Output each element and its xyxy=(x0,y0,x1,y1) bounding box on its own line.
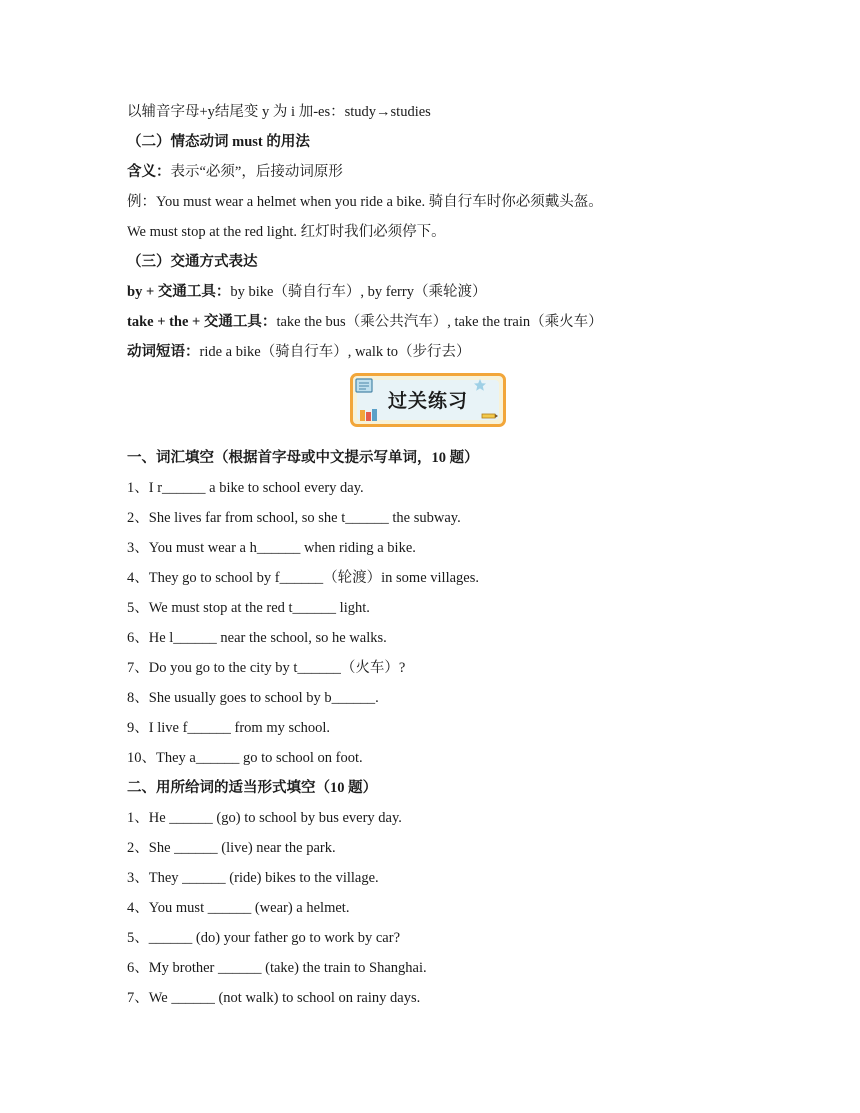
must-example-1: 例：You must wear a helmet when you ride a bike. 骑自行车时你必须戴头盔。 xyxy=(127,194,603,210)
must-heading: （二）情态动词 must 的用法 xyxy=(127,134,310,150)
section-two-heading: 二、用所给词的适当形式填空（10 题） xyxy=(127,780,378,796)
question-item: 1、He ______ (go) to school by bus every day. xyxy=(127,810,402,826)
practice-banner xyxy=(350,373,506,427)
must-example-2: We must stop at the red light. 红灯时我们必须停下。 xyxy=(127,224,446,240)
transport-heading: （三）交通方式表达 xyxy=(127,254,258,270)
question-item: 10、They a______ go to school on foot. xyxy=(127,750,363,766)
question-item: 5、______ (do) your father go to work by car? xyxy=(127,930,401,946)
transport-by xyxy=(127,280,747,310)
must-meaning-text: 表示“必须”，后接动词原形 xyxy=(170,164,343,180)
worksheet-content xyxy=(127,100,747,1016)
question-item: 5、We must stop at the red t______ light. xyxy=(127,600,370,616)
question-item: 4、You must ______ (wear) a helmet. xyxy=(127,900,350,916)
question-item: 6、My brother ______ (take) the train to Shanghai. xyxy=(127,960,427,976)
practice-banner-row xyxy=(127,370,747,446)
question-item: 2、She lives far from school, so she t______ the subway. xyxy=(127,510,461,526)
transport-verb-text: ride a bike（骑自行车）, walk to（步行去） xyxy=(199,344,471,360)
transport-by-text: by bike（骑自行车）, by ferry（乘轮渡） xyxy=(230,284,487,300)
question-item: 8、She usually goes to school by b______. xyxy=(127,690,379,706)
question-item: 1、I r______ a bike to school every day. xyxy=(127,480,364,496)
transport-verb-label: 动词短语： xyxy=(127,344,200,360)
question-item: 6、He l______ near the school, so he walks. xyxy=(127,630,387,646)
question-item: 4、They go to school by f______（轮渡）in some villages. xyxy=(127,570,479,586)
must-meaning-label: 含义： xyxy=(127,164,171,180)
transport-take-text: take the bus（乘公共汽车）, take the train（乘火车） xyxy=(276,314,603,330)
transport-take-label: take + the + 交通工具： xyxy=(127,314,277,330)
section-one-heading: 一、词汇填空（根据首字母或中文提示写单词，10 题） xyxy=(127,450,479,466)
question-item: 9、I live f______ from my school. xyxy=(127,720,330,736)
question-item: 2、She ______ (live) near the park. xyxy=(127,840,336,856)
spelling-rule: 以辅音字母+y结尾变 y 为 i 加-es：study→studies xyxy=(127,104,431,120)
question-item: 3、They ______ (ride) bikes to the village. xyxy=(127,870,379,886)
transport-by-label: by + 交通工具： xyxy=(127,284,231,300)
transport-take xyxy=(127,310,747,340)
question-item: 3、You must wear a h______ when riding a bike. xyxy=(127,540,416,556)
practice-banner-title: 过关练习 xyxy=(387,390,468,412)
question-item: 7、We ______ (not walk) to school on rainy days. xyxy=(127,990,421,1006)
transport-verb xyxy=(127,340,747,370)
must-meaning xyxy=(127,160,747,190)
question-item: 7、Do you go to the city by t______（火车）? xyxy=(127,660,406,676)
